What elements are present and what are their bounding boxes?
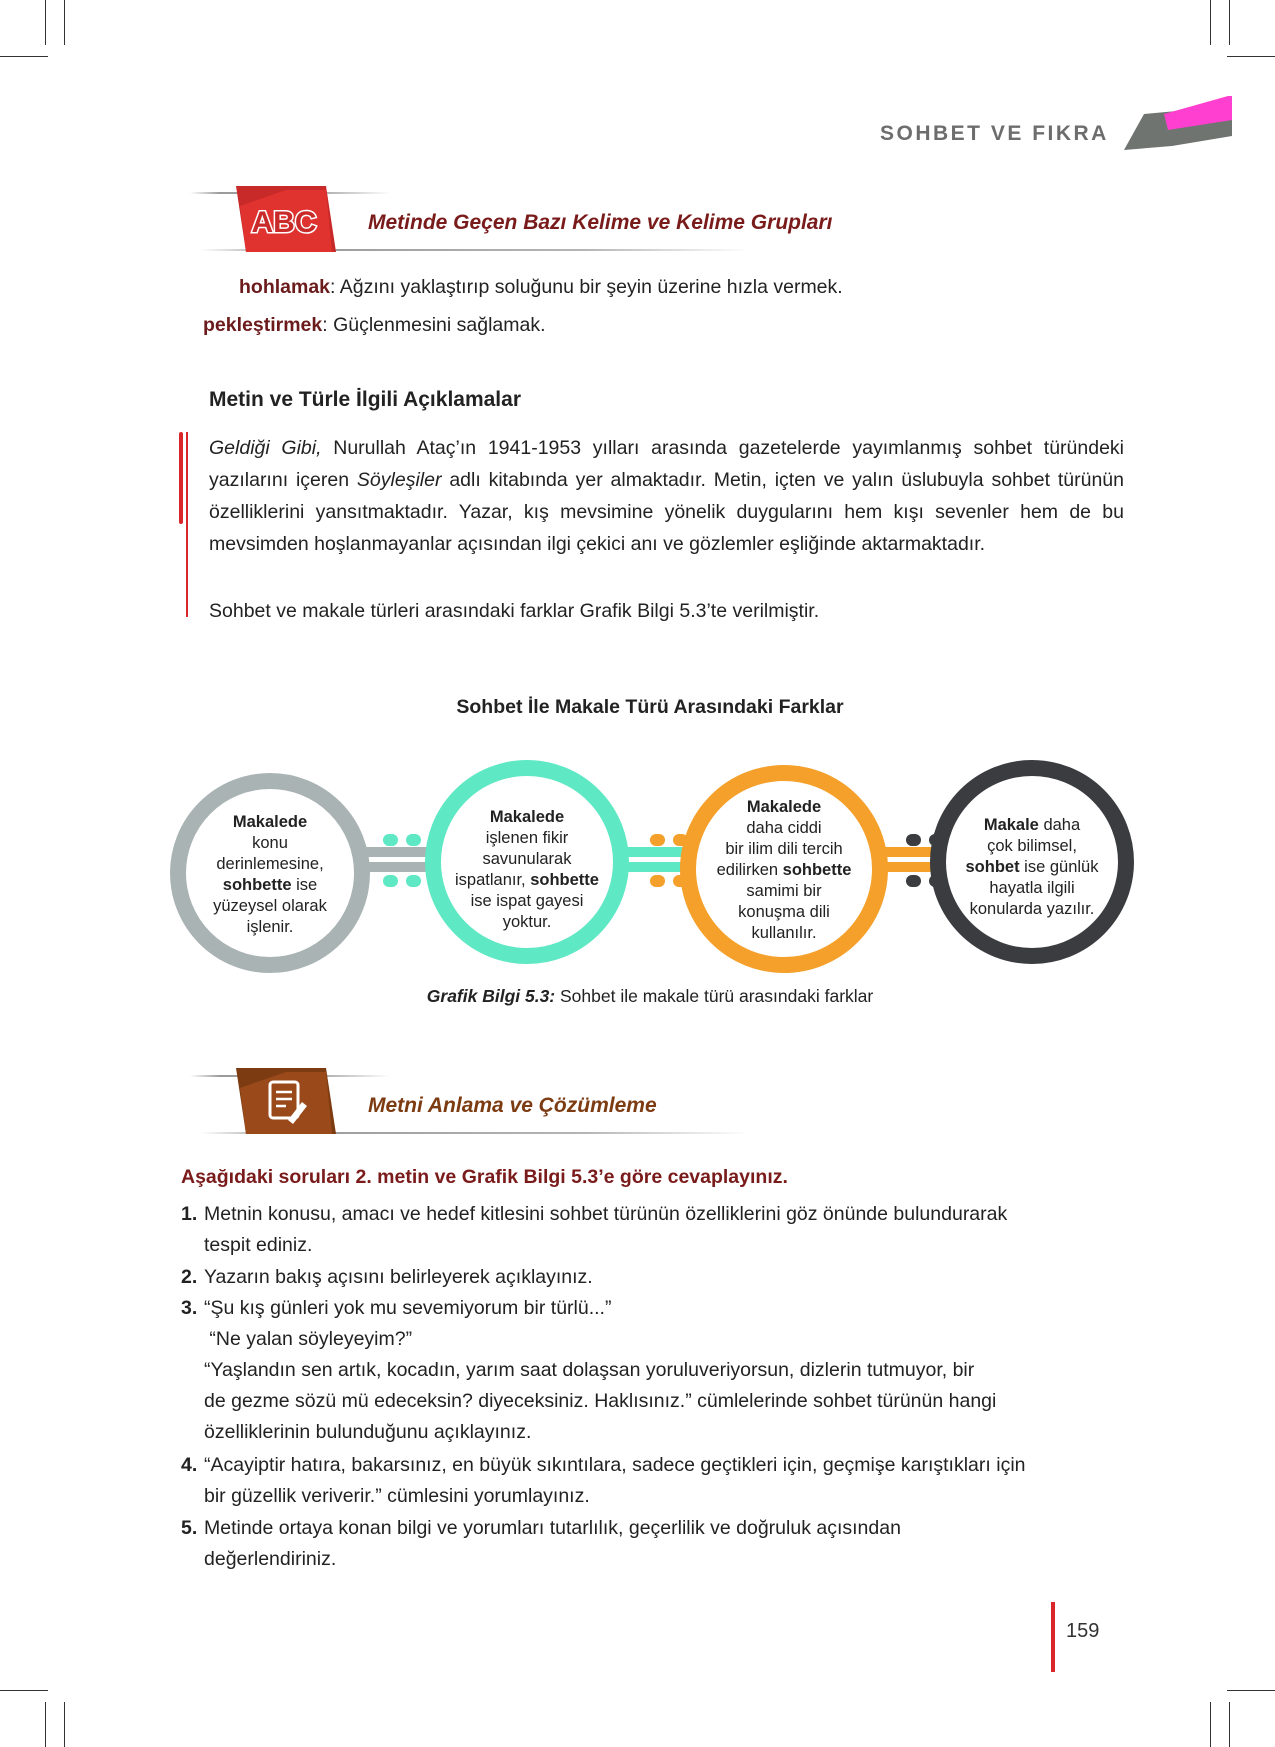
- figure-title: Sohbet İle Makale Türü Arasındaki Farklar: [456, 696, 844, 718]
- circle-text-4: Makale daha çok bilimsel, sohbet ise günlük hayatla ilgili konularda yazılır.: [965, 816, 1099, 918]
- figure-caption: Grafik Bilgi 5.3: Sohbet ile makale türü arasındaki farklar: [426, 986, 874, 1006]
- connector-dot: [406, 834, 421, 846]
- explanations-heading: Metin ve Türle İlgili Açıklamalar: [209, 388, 521, 411]
- explanation-paragraph-2: Sohbet ve makale türleri arasındaki farklar Grafik Bilgi 5.3’te verilmiştir.: [209, 600, 820, 622]
- instruction-text: Aşağıdaki soruları 2. metin ve Grafik Bilgi 5.3’e göre cevaplayınız.: [181, 1166, 788, 1188]
- analysis-section-title: Metni Anlama ve Çözümleme: [368, 1094, 657, 1117]
- circle-text-1: Makalede konu derinlemesine, sohbette ise yüzeysel olarak işlenir.: [213, 813, 327, 936]
- page-number-bar: [1051, 1602, 1055, 1672]
- vocab-section-title: Metinde Geçen Bazı Kelime ve Kelime Grupları: [368, 211, 833, 234]
- crop-mark: [1229, 1702, 1230, 1747]
- crop-mark: [64, 1702, 65, 1747]
- abc-icon: [236, 186, 336, 252]
- connector-dot: [383, 875, 398, 887]
- question-4: 4. “Acayiptir hatıra, bakarsınız, en büyük sıkıntılara, sadece geçtikleri için, geçmişe karıştıkları için bir güzellik veriverir.” cümlesini yorumlayınız.: [181, 1454, 1026, 1507]
- question-2: 2. Yazarın bakış açısını belirleyerek açıklayınız.: [181, 1266, 593, 1288]
- crop-mark: [45, 0, 46, 45]
- document-edit-icon: [236, 1068, 336, 1134]
- glossary-entry: [239, 276, 843, 299]
- crop-mark: [1210, 0, 1211, 45]
- crop-mark: [45, 1702, 46, 1747]
- connector-dot: [383, 834, 398, 846]
- glossary-term: hohlamak: [239, 276, 331, 298]
- crop-mark: [1210, 1702, 1211, 1747]
- crop-mark: [0, 56, 48, 57]
- connector-dot: [406, 875, 421, 887]
- question-5: 5. Metinde ortaya konan bilgi ve yorumları tutarlılık, geçerlilik ve doğruluk açısından değerlendiriniz.: [181, 1517, 901, 1570]
- crop-mark: [1227, 1690, 1275, 1691]
- glossary-definition: : Güçlenmesini sağlamak.: [322, 314, 546, 336]
- glossary-term: pekleştirmek: [203, 314, 323, 336]
- crop-mark: [0, 1690, 48, 1691]
- crop-mark: [64, 0, 65, 45]
- crop-mark: [1227, 56, 1275, 57]
- connector-dot: [906, 875, 921, 887]
- svg-text:ABC: ABC: [251, 206, 317, 239]
- connector-dot: [650, 834, 665, 846]
- explanation-paragraph: Geldiği Gibi, Nurullah Ataç’ın 1941-1953 yılları arasında gazetelerde yayımlanmış sohbet türündeki yazılarını içeren Söyleşiler adlı kitabında yer almaktadır. Metin, içten ve yalın üslubuyla sohbet türünün özelliklerini yansıtmaktadır. Yazar, kış mevsimine yönelik duygularını hem kışı sevenler hem de bu mevsimden hoşlanmayanlar açısından ilgi çekici anı ve gözlemler eşliğinde aktarmaktadır.: [209, 437, 1124, 555]
- circle-text-2: Makalede işlenen fikir savunularak ispatlanır, sohbette ise ispat gayesi yoktur.: [455, 808, 599, 931]
- connector-dot: [650, 875, 665, 887]
- glossary-entry: [203, 314, 546, 337]
- accent-bar-thin: [186, 432, 188, 617]
- chapter-title: SOHBET VE FIKRA: [880, 122, 1109, 145]
- question-3: 3. “Şu kış günleri yok mu sevemiyorum bir türlü...” “Ne yalan söyleyeyim?” “Yaşlandın sen artık, kocadın, yarım saat dolaşsan yoruluveriyorsun, dizlerin tutmuyor, bir de gezme sözü mü edeceksin? diyeceksiniz. Haklısınız.” cümlelerinde sohbet türünün hangi özelliklerinin bulunduğunu açıklayınız.: [181, 1297, 997, 1443]
- glossary-definition: : Ağzını yaklaştırıp soluğunu bir şeyin üzerine hızla vermek.: [330, 276, 843, 298]
- crop-mark: [1229, 0, 1230, 45]
- accent-bar: [179, 432, 183, 524]
- circle-text-3: Makalede daha ciddi bir ilim dili tercih edilirken sohbette samimi bir konuşma dili kullanılır.: [716, 798, 852, 942]
- connector-dot: [906, 834, 921, 846]
- question-1: 1. Metnin konusu, amacı ve hedef kitlesini sohbet türünün özelliklerini göz önünde bulundurarak tespit ediniz.: [181, 1203, 1008, 1256]
- page-number: 159: [1066, 1620, 1100, 1642]
- chapter-tab-graphic: [1124, 96, 1232, 150]
